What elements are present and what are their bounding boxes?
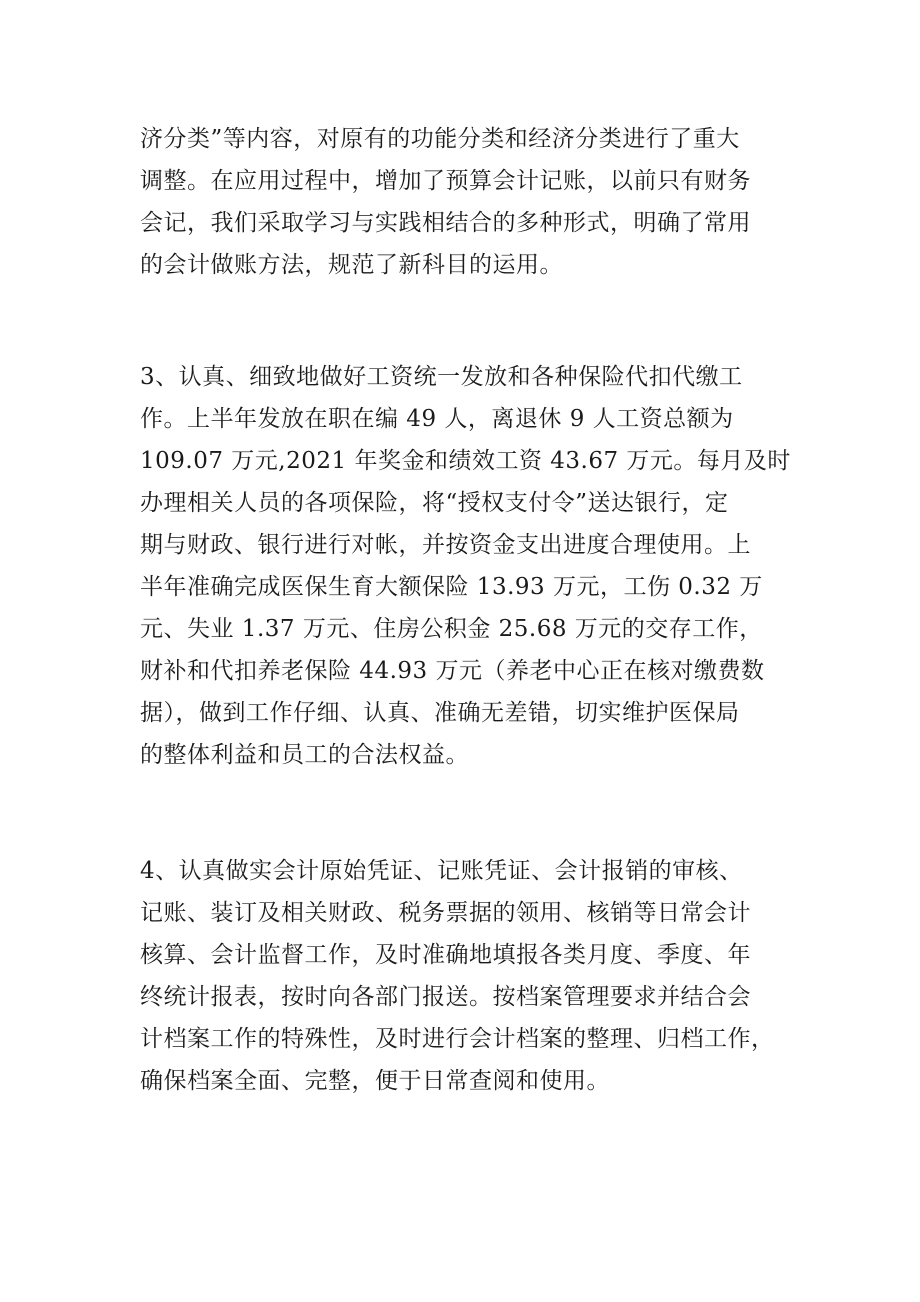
text-line: 据），做到工作仔细、认真、准确无差错，切实维护医保局 — [140, 700, 740, 726]
text-line: 半年准确完成医保生育大额保险 13.93 万元，工伤 0.32 万 — [140, 574, 763, 600]
text-line: 办理相关人员的各项保险，将“授权支付令”送达银行，定 — [140, 490, 729, 516]
text-line: 核算、会计监督工作，及时准确地填报各类月度、季度、年 — [140, 942, 751, 968]
text-line: 计档案工作的特殊性，及时进行会计档案的整理、归档工作， — [140, 1026, 775, 1052]
paragraph-item-3-salary-insurance — [140, 356, 790, 776]
paragraph-item-4-accounting-archives — [140, 850, 790, 1102]
text-line: 期与财政、银行进行对帐，并按资金支出进度合理使用。上 — [140, 532, 751, 558]
text-line: 终统计报表，按时向各部门报送。按档案管理要求并结合会 — [140, 984, 751, 1010]
text-line: 调整。在应用过程中，增加了预算会计记账，以前只有财务 — [140, 168, 751, 194]
text-line: 元、失业 1.37 万元、住房公积金 25.68 万元的交存工作， — [140, 616, 763, 642]
text-line: 记账、装订及相关财政、税务票据的领用、核销等日常会计 — [140, 900, 751, 926]
paragraph-economic-classification — [140, 118, 790, 286]
text-line: 的整体利益和员工的合法权益。 — [140, 742, 469, 768]
text-line: 的会计做账方法，规范了新科目的运用。 — [140, 252, 563, 278]
text-line: 4、认真做实会计原始凭证、记账凭证、会计报销的审核、 — [140, 858, 743, 884]
text-line: 确保档案全面、完整，便于日常查阅和使用。 — [140, 1068, 610, 1094]
text-line: 109.07 万元,2021 年奖金和绩效工资 43.67 万元。每月及时 — [140, 448, 791, 474]
text-line: 作。上半年发放在职在编 49 人，离退休 9 人工资总额为 — [140, 406, 734, 432]
text-line: 3、认真、细致地做好工资统一发放和各种保险代扣代缴工 — [140, 364, 743, 390]
text-line: 济分类”等内容，对原有的功能分类和经济分类进行了重大 — [140, 126, 740, 152]
text-line: 会记，我们采取学习与实践相结合的多种形式，明确了常用 — [140, 210, 751, 236]
text-line: 财补和代扣养老保险 44.93 万元（养老中心正在核对缴费数 — [140, 658, 765, 684]
